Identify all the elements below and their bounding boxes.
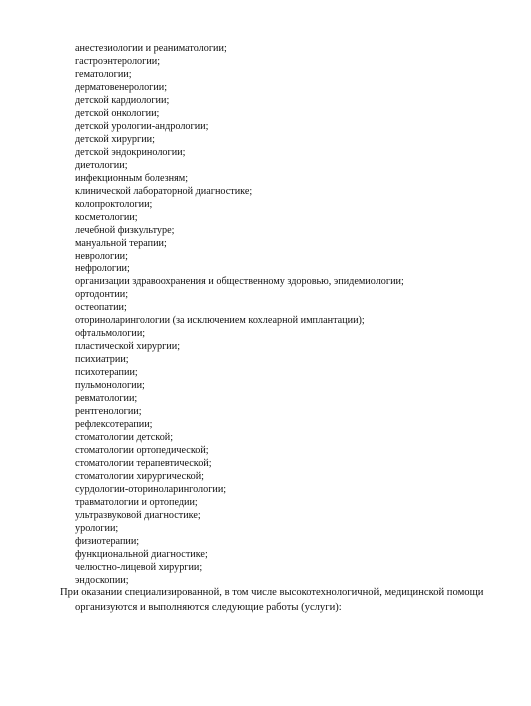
- closing-paragraph: [60, 585, 500, 615]
- list-item: детской хирургии;: [75, 133, 155, 145]
- list-item: инфекционным болезням;: [75, 172, 189, 184]
- list-item: остеопатии;: [75, 302, 127, 314]
- list-item: детской эндокринологии;: [75, 146, 186, 158]
- list-item: ортодонтии;: [75, 289, 129, 301]
- list-item: психиатрии;: [75, 354, 129, 366]
- paragraph-line-2: организуются и выполняются следующие работы (услуги):: [75, 602, 342, 613]
- list-item: мануальной терапии;: [75, 237, 167, 249]
- list-item: физиотерапии;: [75, 535, 140, 547]
- list-item: анестезиологии и реаниматологии;: [75, 43, 227, 54]
- list-item: организации здравоохранения и общественному здоровью, эпидемиологии;: [75, 276, 404, 288]
- list-item: стоматологии ортопедической;: [75, 445, 209, 457]
- list-item: функциональной диагностике;: [75, 548, 208, 560]
- list-item: неврологии;: [75, 250, 128, 262]
- list-item: диетологии;: [75, 159, 128, 171]
- list-item: дерматовенерологии;: [75, 81, 168, 93]
- list-item: нефрологии;: [75, 263, 130, 275]
- list-item: стоматологии хирургической;: [75, 470, 205, 482]
- list-item: пульмонологии;: [75, 380, 145, 392]
- list-item: гастроэнтерологии;: [75, 55, 161, 67]
- list-item: стоматологии терапевтической;: [75, 458, 212, 469]
- list-item: колопроктологии;: [75, 198, 153, 210]
- list-item: эндоскопии;: [75, 574, 129, 586]
- list-item: стоматологии детской;: [75, 432, 174, 444]
- list-item: урологии;: [75, 522, 119, 534]
- list-item: ультразвуковой диагностике;: [75, 509, 201, 521]
- list-item: лечебной физкультуре;: [75, 224, 175, 236]
- list-item: пластической хирургии;: [75, 341, 181, 353]
- list-item: детской кардиологии;: [75, 94, 170, 106]
- list-item: офтальмологии;: [75, 328, 146, 340]
- list-item: рентгенологии;: [75, 406, 142, 418]
- list-item: детской урологии-андрологии;: [75, 120, 209, 132]
- list-item: оториноларингологии (за исключением кохлеарной имплантации);: [75, 315, 365, 327]
- list-item: ревматологии;: [75, 393, 138, 405]
- list-item: клинической лабораторной диагностике;: [75, 185, 253, 197]
- paragraph-line-1: При оказании специализированной, в том числе высокотехнологичной, медицинской помощи: [60, 587, 484, 598]
- list-item: гематологии;: [75, 68, 132, 80]
- list-item: сурдологии-оториноларингологии;: [75, 483, 227, 495]
- list-item: челюстно-лицевой хирургии;: [75, 561, 203, 573]
- specialty-list: [75, 43, 404, 588]
- list-item: детской онкологии;: [75, 107, 160, 119]
- list-item: травматологии и ортопедии;: [75, 496, 198, 508]
- list-item: рефлексотерапии;: [75, 419, 153, 431]
- list-item: психотерапии;: [75, 367, 138, 379]
- list-item: косметологии;: [75, 211, 138, 223]
